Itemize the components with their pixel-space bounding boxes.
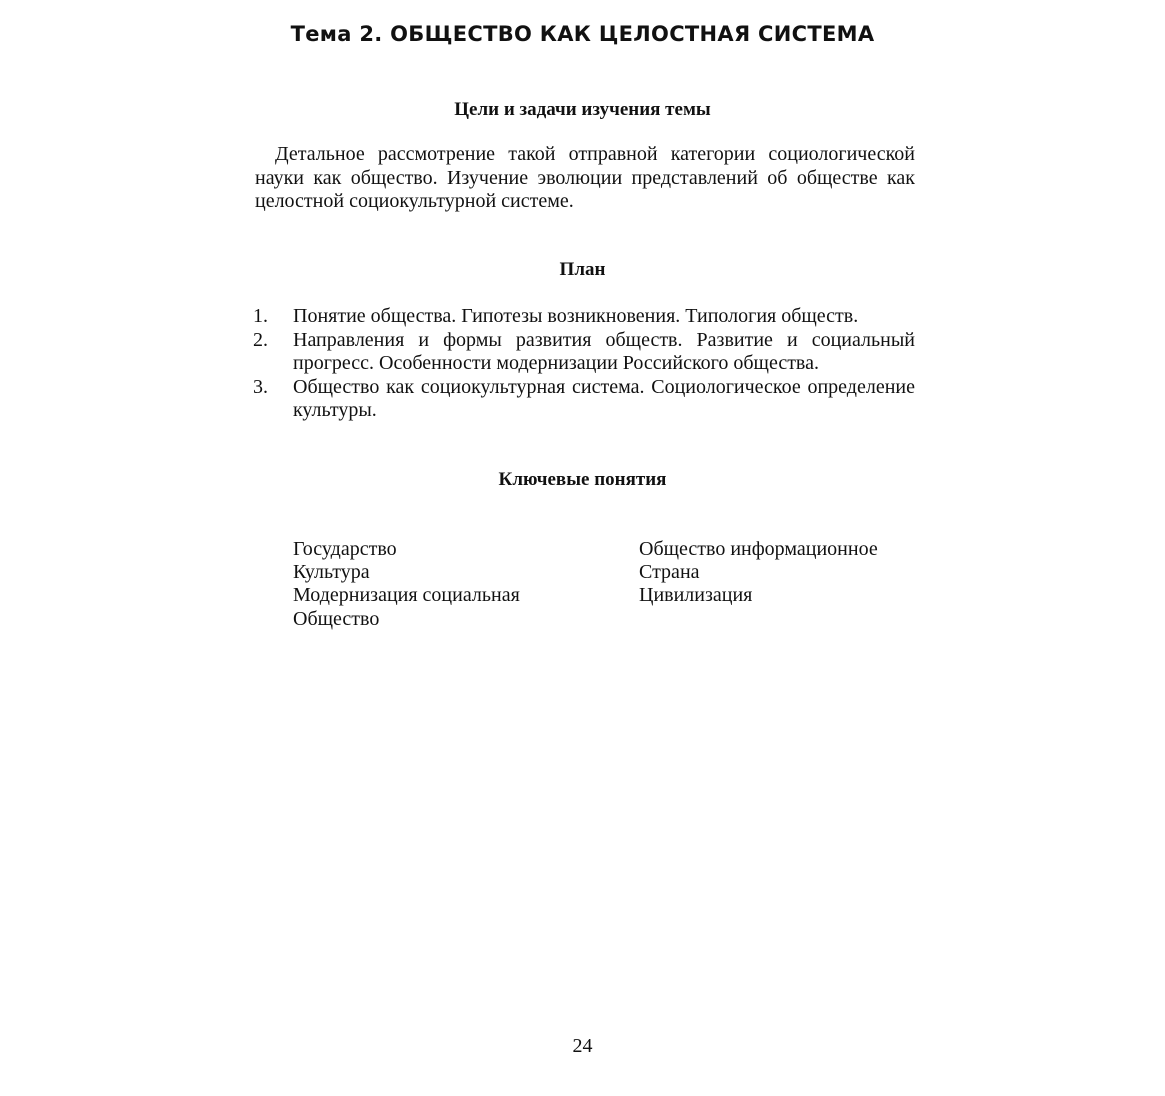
key-concept: Культура (293, 561, 370, 584)
key-concept: Цивилизация (639, 584, 753, 607)
plan-item-number: 1. (253, 305, 268, 327)
key-concepts-left-column (293, 538, 613, 631)
key-concept: Общество информационное (639, 538, 878, 560)
key-concept: Общество (293, 607, 380, 630)
plan-item (253, 376, 915, 423)
plan-list (253, 305, 915, 423)
goals-heading: Цели и задачи изучения темы (454, 99, 711, 120)
page-number: 24 (572, 1035, 593, 1057)
plan-item-text: Общество как социокультурная система. Социологическое определение культуры. (293, 375, 915, 421)
goals-paragraph: Детальное рассмотрение такой отправной категории социологической науки как общество. Изучение эволюции представлений об обществе как целостной социокультурной системе. (255, 143, 915, 212)
plan-item-number: 3. (253, 375, 268, 398)
key-concept: Государство (293, 538, 397, 560)
plan-item (253, 329, 915, 376)
plan-item (253, 305, 915, 329)
key-concept: Модернизация социальная (293, 584, 520, 607)
key-concepts-heading: Ключевые понятия (498, 469, 667, 490)
plan-item-text: Направления и формы развития обществ. Развитие и социальный прогресс. Особенности модернизации Российского общества. (293, 328, 915, 374)
plan-item-text: Понятие общества. Гипотезы возникновения. Типология обществ. (293, 305, 859, 327)
key-concepts-right-column (639, 538, 939, 608)
page-title: Тема 2. ОБЩЕСТВО КАК ЦЕЛОСТНАЯ СИСТЕМА (290, 22, 875, 46)
key-concept: Страна (639, 561, 700, 584)
plan-heading: План (559, 259, 606, 280)
plan-item-number: 2. (253, 328, 268, 351)
